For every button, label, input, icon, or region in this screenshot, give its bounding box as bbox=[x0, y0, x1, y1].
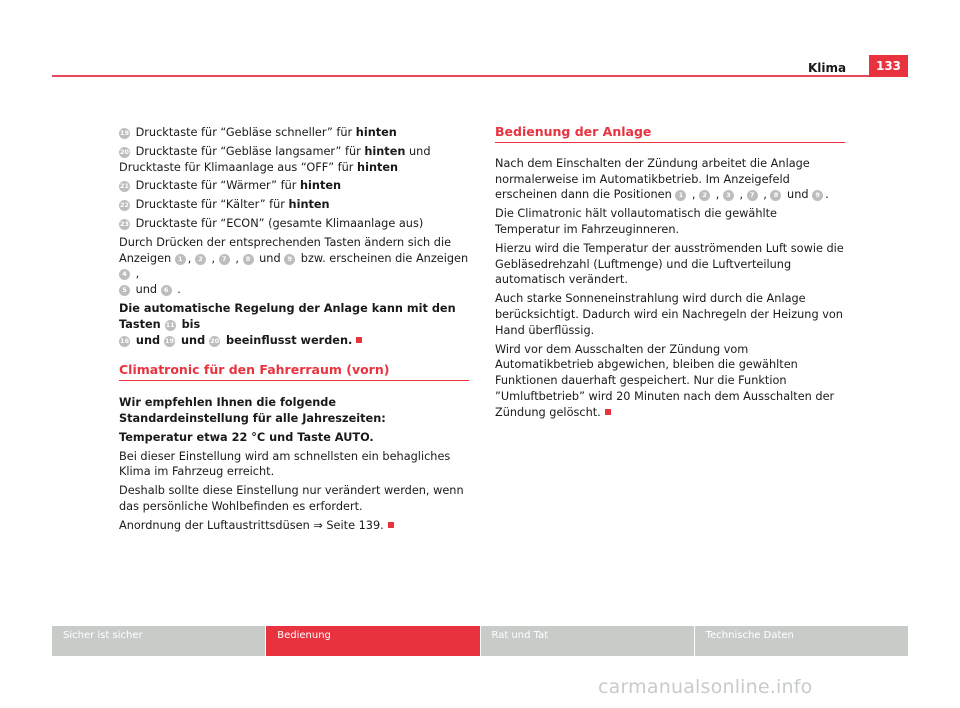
callout-number-icon: 4 bbox=[119, 269, 130, 280]
callout-number-icon: 5 bbox=[119, 285, 130, 296]
callout-number-icon: 8 bbox=[770, 190, 781, 201]
footer-nav bbox=[52, 626, 908, 656]
callout-number-icon: 9 bbox=[284, 254, 295, 265]
callout-number-icon: 19 bbox=[119, 129, 130, 137]
footer-tab-technische-daten[interactable]: Technische Daten bbox=[694, 626, 908, 656]
callout-number-icon: 2 bbox=[195, 254, 206, 265]
paragraph: Bei dieser Einstellung wird am schnellsten ein behagliches Klima im Fahrzeug erreicht. bbox=[119, 449, 451, 479]
paragraph: Die Climatronic hält vollautomatisch die gewählte Temperatur im Fahrzeuginneren. bbox=[495, 207, 778, 236]
positions-paragraph: Nach dem Einschalten der Zündung arbeitet die Anlage normalerweise im Automatikbetrieb. Im Anzeigefeld erscheinen dann die Positionen 1 , 2 , 3 , 7 , 8 und 9 . bbox=[495, 156, 829, 202]
header-rule bbox=[52, 75, 908, 77]
callout-number-icon: 20 bbox=[119, 147, 130, 156]
paragraph: Wird vor dem Ausschalten der Zündung vom Automatikbetrieb abgewichen, bleiben die gewählten Funktionen dauerhaft gespeichert. Nur die Funktion ”Umluftbetrieb” wird 20 Minuten nach dem Ausschalten der Zündung gelöscht. bbox=[495, 342, 835, 419]
page-number: 133 bbox=[869, 55, 908, 77]
item-20: 20 Drucktaste für “Gebläse langsamer” für hinten und Drucktaste für Klimaanlage aus “OFF” für hinten bbox=[119, 144, 431, 174]
callout-number-icon: 8 bbox=[243, 254, 254, 265]
indicators-paragraph: Durch Drücken der entsprechenden Tasten ändern sich die Anzeigen 1 , 2 , 7 , 8 und 9 bzw. erscheinen die Anzeigen 4 , 5 und 6 . bbox=[119, 235, 469, 297]
callout-number-icon: 11 bbox=[165, 320, 175, 329]
callout-number-icon: 3 bbox=[723, 190, 734, 201]
automatic-control-paragraph: Die automatische Regelung der Anlage kann mit den Tasten 11 bis 16 und 19 und 20 beeinflusst werden. bbox=[119, 301, 456, 347]
paragraph: Auch starke Sonneneinstrahlung wird durch die Anlage berücksichtigt. Dadurch wird ein Nachregeln der Heizung von Hand überflüssig. bbox=[495, 292, 843, 337]
cross-reference-paragraph: Anordnung der Luftaustrittsdüsen ⇒ Seite 139. bbox=[119, 518, 469, 534]
callout-number-icon: 22 bbox=[119, 201, 130, 210]
section-heading-bedienung: Bedienung der Anlage bbox=[495, 124, 845, 143]
chapter-title: Klima bbox=[808, 61, 847, 75]
end-mark-icon bbox=[356, 337, 362, 343]
paragraph: Deshalb sollte diese Einstellung nur verändert werden, wenn das persönliche Wohlbefinden es erfordert. bbox=[119, 484, 464, 513]
watermark: carmanualsonline.info bbox=[598, 676, 813, 698]
item-19: 19 Drucktaste für “Gebläse schneller” für hinten bbox=[119, 126, 397, 139]
callout-number-icon: 7 bbox=[219, 254, 230, 265]
end-mark-icon bbox=[605, 409, 611, 415]
footer-tab-rat-und-tat[interactable]: Rat und Tat bbox=[480, 626, 694, 656]
right-column bbox=[495, 124, 845, 424]
callout-number-icon: 1 bbox=[175, 254, 186, 265]
footer-tab-bedienung[interactable]: Bedienung bbox=[265, 626, 479, 656]
callout-number-icon: 1 bbox=[675, 190, 686, 201]
recommendation-text: Wir empfehlen Ihnen die folgende Standardeinstellung für alle Jahreszeiten: bbox=[119, 396, 386, 425]
left-column bbox=[119, 125, 469, 537]
item-22: 22 Drucktaste für “Kälter” für hinten bbox=[119, 198, 330, 212]
callout-number-icon: 20 bbox=[210, 336, 220, 345]
item-21: 21 Drucktaste für “Wärmer” für hinten bbox=[119, 179, 342, 193]
callout-number-icon: 23 bbox=[119, 219, 130, 228]
item-23: 23 Drucktaste für “ECON” (gesamte Klimaanlage aus) bbox=[119, 216, 424, 230]
callout-number-icon: 19 bbox=[165, 336, 175, 345]
temperature-setting-text: Temperatur etwa 22 °C und Taste AUTO. bbox=[119, 430, 374, 444]
section-heading-climatronic: Climatronic für den Fahrerraum (vorn) bbox=[119, 362, 469, 381]
callout-number-icon: 2 bbox=[699, 190, 710, 201]
callout-number-icon: 9 bbox=[812, 190, 823, 201]
end-mark-icon bbox=[388, 522, 394, 528]
callout-number-icon: 16 bbox=[119, 336, 130, 345]
footer-tab-sicher[interactable]: Sicher ist sicher bbox=[52, 626, 265, 656]
callout-number-icon: 6 bbox=[161, 285, 172, 296]
callout-number-icon: 21 bbox=[119, 182, 130, 191]
paragraph: Hierzu wird die Temperatur der ausströmenden Luft sowie die Gebläsedrehzahl (Luftmenge) und die Luftverteilung automatisch verändert. bbox=[495, 241, 844, 287]
callout-number-icon: 7 bbox=[747, 190, 758, 201]
